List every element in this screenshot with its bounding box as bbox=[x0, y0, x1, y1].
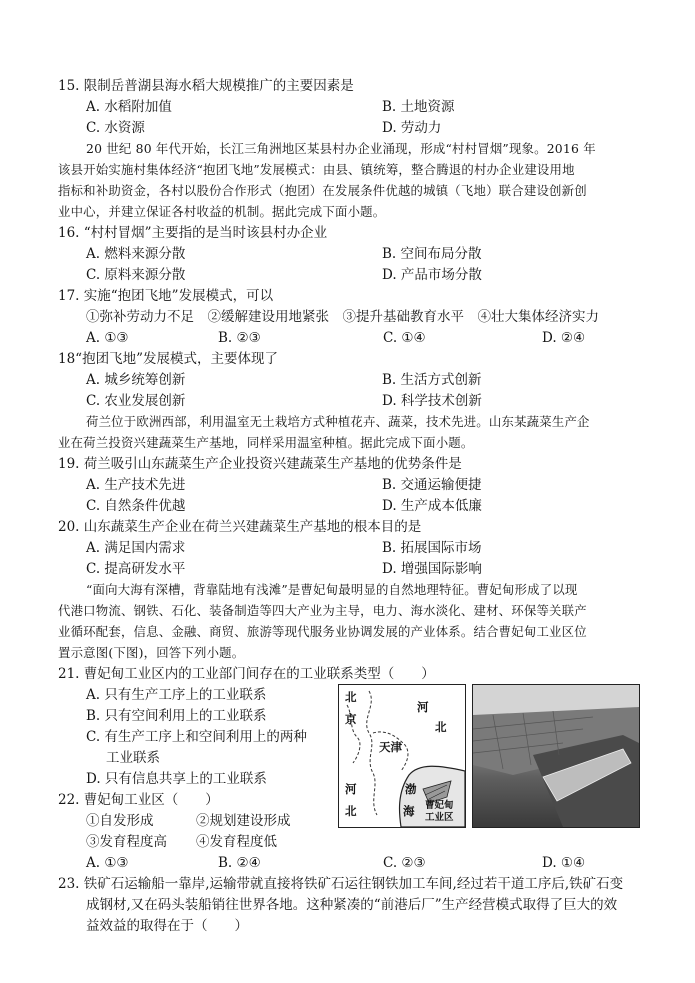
q21-stem: 21. 曹妃甸工业区内的工业部门间存在的工业联系类型（ ） bbox=[58, 666, 435, 682]
aerial-photo-svg bbox=[473, 685, 639, 827]
map-label-industrial-zone: 工业区 bbox=[425, 812, 454, 823]
passage1-line: 该县开始实施村集体经济“抱团飞地”发展模式：由县、镇统筹，整合腾退的村办企业建设用地 bbox=[58, 162, 575, 177]
q22-item-1: ①自发形成 bbox=[86, 813, 154, 829]
passage1-line: 业中心，并建立保证各村收益的机制。据此完成下面小题。 bbox=[58, 204, 386, 219]
q18-option-b: B. 生活方式创新 bbox=[382, 372, 482, 388]
q19-option-a: A. 生产技术先进 bbox=[86, 477, 186, 493]
q16-option-c: C. 原料来源分散 bbox=[86, 267, 186, 283]
q18-option-c: C. 农业发展创新 bbox=[86, 393, 186, 409]
q23-line: 益效益的取得在于（ ） bbox=[86, 918, 248, 934]
map-label: 北 bbox=[345, 690, 357, 704]
q20-stem: 20. 山东蔬菜生产企业在荷兰兴建蔬菜生产基地的根本目的是 bbox=[58, 519, 422, 535]
q16-option-d: D. 产品市场分散 bbox=[382, 267, 482, 283]
q22-stem: 22. 曹妃甸工业区（ ） bbox=[58, 792, 219, 808]
passage3-line: 置示意图(下图)，回答下列小题。 bbox=[58, 645, 245, 660]
map-label: 北 bbox=[435, 720, 447, 734]
passage3-line: 代港口物流、钢铁、石化、装备制造等四大产业为主导，电力、海水淡化、建材、环保等关联产 bbox=[58, 603, 587, 618]
caofeidian-aerial-photo bbox=[472, 684, 640, 828]
q22-option-a: A. ①③ bbox=[86, 855, 129, 871]
q15-option-a: A. 水稻附加值 bbox=[86, 99, 172, 115]
q17-option-c: C. ①④ bbox=[383, 330, 426, 346]
map-label-tianjin: 天津 bbox=[379, 740, 402, 754]
q22-option-c: C. ②③ bbox=[383, 855, 426, 871]
passage1-line: 指标和补助资金，各村以股份合作形式（抱团）在发展条件优越的城镇（飞地）联合建设创新创 bbox=[58, 183, 587, 198]
caofeidian-location-map bbox=[338, 684, 466, 828]
passage2-line: 业在荷兰投资兴建蔬菜生产基地，同样采用温室种植。据此完成下面小题。 bbox=[58, 435, 474, 450]
q20-option-a: A. 满足国内需求 bbox=[86, 540, 186, 556]
q19-option-d: D. 生产成本低廉 bbox=[382, 498, 482, 514]
map-label: 京 bbox=[345, 712, 357, 726]
q16-option-a: A. 燃料来源分散 bbox=[86, 246, 186, 262]
q17-option-d: D. ②④ bbox=[542, 330, 586, 346]
q17-stem: 17. 实施“抱团飞地”发展模式，可以 bbox=[58, 288, 274, 304]
q18-option-d: D. 科学技术创新 bbox=[382, 393, 482, 409]
q21-option-d: D. 只有信息共享上的工业联系 bbox=[86, 771, 267, 787]
passage3-line: “面向大海有深槽，背靠陆地有浅滩”是曹妃甸最明显的自然地理特征。曹妃甸形成了以现 bbox=[86, 582, 578, 597]
q19-stem: 19. 荷兰吸引山东蔬菜生产企业投资兴建蔬菜生产基地的优势条件是 bbox=[58, 456, 462, 472]
passage1-line: 20 世纪 80 年代开始，长江三角洲地区某县村办企业涌现，形成“村村冒烟”现象。2016 年 bbox=[86, 141, 596, 156]
q21-option-c: C. 有生产工序上和空间利用上的两种 bbox=[86, 729, 307, 745]
map-label: 河 bbox=[345, 782, 357, 796]
q22-item-4: ④发育程度低 bbox=[196, 834, 277, 850]
q20-option-c: C. 提高研发水平 bbox=[86, 561, 186, 577]
q22-option-b: B. ②④ bbox=[218, 855, 261, 871]
q20-option-d: D. 增强国际影响 bbox=[382, 561, 482, 577]
map-label-sea: 海 bbox=[403, 804, 415, 818]
map-label-caofeidian: 曹妃甸 bbox=[425, 800, 454, 811]
q22-item-2: ②规划建设形成 bbox=[196, 813, 291, 829]
q15-option-c: C. 水资源 bbox=[86, 120, 145, 136]
q17-items: ①弥补劳动力不足 ②缓解建设用地紧张 ③提升基础教育水平 ④壮大集体经济实力 bbox=[86, 309, 599, 325]
q15-option-b: B. 土地资源 bbox=[382, 99, 455, 115]
q15-option-d: D. 劳动力 bbox=[382, 120, 442, 136]
q18-option-a: A. 城乡统筹创新 bbox=[86, 372, 186, 388]
q23-line: 23. 铁矿石运输船一靠岸,运输带就直接将铁矿石运往钢铁加工车间,经过若干道工序后,铁矿石变 bbox=[58, 876, 624, 892]
passage2-line: 荷兰位于欧洲西部，利用温室无土栽培方式种植花卉、蔬菜，技术先进。山东某蔬菜生产企 bbox=[86, 414, 590, 429]
q18-stem: 18“抱团飞地”发展模式，主要体现了 bbox=[58, 351, 278, 367]
q17-option-a: A. ①③ bbox=[86, 330, 129, 346]
q20-option-b: B. 拓展国际市场 bbox=[382, 540, 482, 556]
q21-option-a: A. 只有生产工序上的工业联系 bbox=[86, 687, 267, 703]
province-boundary bbox=[367, 691, 377, 815]
q21-option-b: B. 只有空间利用上的工业联系 bbox=[86, 708, 267, 724]
q16-stem: 16. “村村冒烟”主要指的是当时该县村办企业 bbox=[58, 225, 328, 241]
q15-stem: 15. 限制岳普湖县海水稻大规模推广的主要因素是 bbox=[58, 78, 354, 94]
q21-option-c-cont: 工业联系 bbox=[106, 750, 160, 766]
q19-option-c: C. 自然条件优越 bbox=[86, 498, 186, 514]
q19-option-b: B. 交通运输便捷 bbox=[382, 477, 482, 493]
map-label: 河 bbox=[417, 700, 429, 714]
q22-item-3: ③发育程度高 bbox=[86, 834, 167, 850]
map-label: 北 bbox=[345, 804, 357, 818]
map-label-bohai: 渤 bbox=[405, 782, 417, 796]
q16-option-b: B. 空间布局分散 bbox=[382, 246, 482, 262]
q22-option-d: D. ①④ bbox=[542, 855, 586, 871]
q17-option-b: B. ②③ bbox=[218, 330, 261, 346]
passage3-line: 业循环配套，信息、金融、商贸、旅游等现代服务业协调发展的产业体系。结合曹妃甸工业区位 bbox=[58, 624, 587, 639]
q23-line: 成钢材,又在码头装船销往世界各地。这种紧凑的“前港后厂”生产经营模式取得了巨大的效 bbox=[86, 897, 618, 913]
